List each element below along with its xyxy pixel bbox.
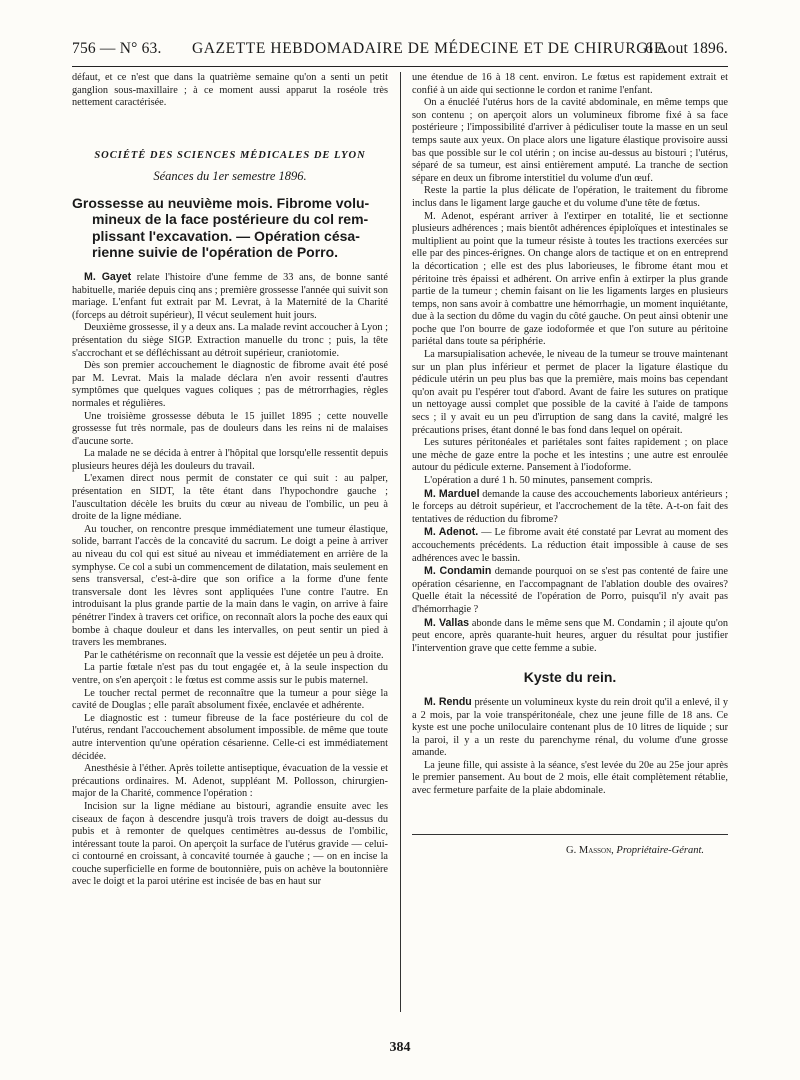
paragraph: L'opération a duré 1 h. 50 minutes, pansement compris. [424,475,653,486]
paragraph [412,617,728,656]
article-title-line: plissant l'excavation. — Opération césa- [92,227,360,244]
right-column [412,72,728,1032]
signature-name: G. Masson, [566,844,614,856]
footer-rule [412,834,728,835]
paragraph: Incision sur la ligne médiane au bistouri, agrandie ensuite avec les ciseaux de façon à descendre jusqu'à trois travers de doigt au-dessus du pubis et à remonter de quelques centimètres au-dessus de l'ombilic, intéressant toute la paroi. On aperçoit la surface de l'utérus gravide — celui-ci contourné en croissant, à concavité tournée à gauche ; — on en incise la couche superficielle en forme de boutonnière, puis on achève la boutonnière avec le doigt et la paroi utérine est incisée de bas en haut sur [72,800,388,888]
paragraph-text: présente un volumineux kyste du rein droit qu'il a enlevé, il y a 2 mois, par la voie transpéritonéale, chez une jeune fille de 18 ans. Ce kyste est une poche uniloculaire contenant plus de 10 litres de liquide ; sur la paroi, il y a un reste du parenchyme rénal, du volume d'une grosse amande. [412,696,728,759]
speaker-name: M. Adenot. [424,526,479,539]
speaker-name: M. Marduel [424,487,480,500]
paragraph: La marsupialisation achevée, le niveau de la tumeur se trouve maintenant sur un plan plus inférieur et permet de placer la ligature élastique du pédicule utérin un peu plus bas que la première, mais moins bas cependant qu'on avait pu l'espérer tout d'abord. Avant de faire les sutures on pratique un nettoyage aussi complet que possible de la cavité à l'aide de tampons secs ; il y avait eu un peu d'irruption de sang dans la cavité, malgré les précautions prises, étant donné le bas fond dans lequel on opérait. [412,349,728,436]
paragraph: Les sutures péritonéales et pariétales sont faites rapidement ; on place une mèche de gaze entre la poche et les intestins ; une autre est enroulée autour du pédicule externe. Pansement à l'iodoforme. [412,437,728,474]
article-title [72,195,388,261]
column-divider [400,72,401,1012]
speaker-name: M. Gayet [84,270,132,283]
speaker-name: M. Condamin [424,565,492,578]
header-date: 6 Aout 1896. [645,40,728,57]
speaker-name: M. Rendu [424,695,472,708]
paragraph: La malade ne se décida à entrer à l'hôpital que lorsqu'elle ressentit depuis plusieurs heures déjà les douleurs du travail. [72,448,388,472]
paragraph: On a énucléé l'utérus hors de la cavité abdominale, en même temps que son contenu ; on aperçoit alors un volumineux fibrome fixé à sa face postérieure ; l'impossibilité d'arriver à pédiculiser toute la masse en un seul temps saute aux yeux. On place alors une ligature élastique provisoire aussi bas que possible sur le col utérin ; on incise au-dessus au bistouri ; l'utérus, séparé de sa tumeur, est ainsi entièrement amputé. La tranche de section sépare en deux un fibrome interstitiel du volume d'un œuf. [412,97,728,184]
article-title-line: rienne suivie de l'opération de Porro. [92,244,339,261]
page-number: 384 [389,1040,411,1055]
page-header [72,40,728,64]
article-title-line: Grossesse au neuvième mois. Fibrome volu- [72,194,370,211]
paragraph: Au toucher, on rencontre presque immédiatement une tumeur élastique, solide, barrant l'accès de la concavité du sacrum. Le doigt a peine à arriver au niveau du col qui est situé au niveau et immédiatement en arrière de la symphyse. Ce col a subi un commencement de dilatation, mais seulement en sens transversal, c'est-à-dire que son orifice a la forme d'une fente transversale dont les lèvres sont appliquées l'une contre l'autre. En introduisant la plus grande partie de la main dans le vagin, on arrive à faire pénétrer l'index à travers cet orifice, on reconnaît alors la poche des eaux qui bombe à chaque douleur et dans les intervalles, on peut sentir un pied à travers les membranes. [72,523,388,649]
paragraph: Deuxième grossesse, il y a deux ans. La malade revint accoucher à Lyon ; présentation du siège SIGP. Extraction manuelle du tronc ; puis, la tête s'accrochant et se défléchissant au détroit supérieur, craniotomie. [72,322,388,359]
paragraph: La jeune fille, qui assiste à la séance, s'est levée du 20e au 25e jour après le premier pansement. Au bout de 2 mois, elle était complètement rétablie, avec fermeture parfaite de la plaie abdominale. [412,759,728,797]
paragraph: Le diagnostic est : tumeur fibreuse de la face postérieure du col de l'utérus, rendant l'accouchement absolument impossible. de même que toute autre intervention qu'une opération césarienne. Celle-ci est immédiatement décidée. [72,712,388,762]
paragraph: L'examen direct nous permit de constater ce qui suit : au palper, présentation en SIDT, la tête étant dans l'hypochondre gauche ; l'auscultation décèle les bruits du cœur au niveau de l'ombilic, un peu à droite de la ligne médiane. [72,473,388,523]
paragraph: Anesthésie à l'éther. Après toilette antiseptique, évacuation de la vessie et précautions ordinaires. M. Adenot, suppléant M. Pollosson, chirurgien-major de la Charité, commence l'opération : [72,763,388,800]
signature [412,845,728,858]
paragraph: Dès son premier accouchement le diagnostic de fibrome avait été posé par M. Levrat. Mais la malade déclara n'en avoir ressenti d'autres symptômes que quelques vagues coliques ; pas de métrorrhagies, règles normales et régulières. [72,360,388,409]
paragraph-text: — Le fibrome avait été constaté par Levrat au moment des accouchements précédents. La réduction était impossible à cause de ses adhérences avec le bassin. [412,527,728,564]
header-title: GAZETTE HEBDOMADAIRE DE MÉDECINE ET DE CHIRURGIE. [192,40,669,57]
paragraph: Par le cathétérisme on reconnaît que la vessie est déjetée un peu à droite. [84,649,384,661]
paragraph: Une troisième grossesse débuta le 15 juillet 1895 ; cette nouvelle grossesse fut très normale, pas de douleurs dans les reins ni de malaises d'aucune sorte. [72,410,388,447]
header-rule [72,66,728,67]
paragraph [72,271,388,322]
paragraph-text: demande la cause des accouchements laborieux antérieurs ; le forceps au détroit supérieur, et l'accrochement de la tête. A-t-on fait des tentatives de réduction du fibrome? [412,488,728,525]
paragraph [412,488,728,527]
header-page-ref: 756 — N° 63. [72,40,162,57]
paragraph [412,696,728,760]
paragraph: une étendue de 16 à 18 cent. environ. Le fœtus est rapidement extrait et confié à un aide qui sectionne le cordon et ranime l'enfant. [412,72,728,96]
spacer [72,110,388,150]
paragraph: Reste la partie la plus délicate de l'opération, le traitement du fibrome inclus dans le ligament large gauche et du volume d'une tête de fœtus. [412,185,728,209]
society-heading: SOCIÉTÉ DES SCIENCES MÉDICALES DE LYON [94,149,366,161]
article-title-line: mineux de la face postérieure du col rem- [92,211,369,228]
paragraph-text: abonde dans le même sens que M. Condamin ; il ajoute qu'on peut encore, après quarante-huit heures, arguer du résultat pour justifier l'intervention grave que cette femme a subie. [412,617,728,654]
paragraph-text: demande pourquoi on se s'est pas contenté de faire une opération césarienne, en l'accompagnant de l'ablation double des ovaires? Quelle était la nécessité de l'opération de Porro, puisqu'il n'y avait pas d'hémorrhagie ? [412,566,728,615]
paragraph: Le toucher rectal permet de reconnaître que la tumeur a pour siège la cavité de Douglas ; elle paraît absolument fixée, enclavée et adhérente. [72,687,388,712]
paragraph: défaut, et ce n'est que dans la quatrième semaine qu'on a senti un petit ganglion sous-maxillaire ; à ce moment aussi apparut la roséole très nettement caractérisée. [72,72,388,109]
paragraph: M. Adenot, espérant arriver à l'extirper en totalité, lie et sectionne plusieurs adhérences ; mais bientôt adhérences épiploïques et intestinales se multiplient au point que la tumeur résiste à toutes les tractions exercées sur elle par des pinces-érignes. On change alors de tactique et on en entreprend la décortication ; elle est des plus laborieuses, le fibrome étant mou et péritoine très épaissi et adhérent. On arrive enfin à extirper la plus grande partie de la tumeur ; chemin faisant on lie les ligaments larges en plusieurs temps, non sans avoir à combattre une hémorrhagie, un moment inquiétante, due à la section du dôme du vagin du côté gauche. On peut ainsi obtenir une poche que l'on bourre de gaze iodoformée et que l'on suture au péritoine pariétal dans toute sa périphérie. [412,210,728,348]
paragraph [412,565,728,616]
speaker-name: M. Vallas [424,616,470,629]
paragraph: La partie fœtale n'est pas du tout engagée et, à la seule inspection du ventre, on s'en aperçoit : le fœtus est comme assis sur le pubis maternel. [72,662,388,686]
section-title: Kyste du rein. [523,669,617,686]
signature-role: Propriétaire-Gérant. [613,844,704,856]
paragraph-text: relate l'histoire d'une femme de 33 ans, de bonne santé habituelle, mariée depuis cinq ans ; première grossesse l'année qui suivit son mariage. L'enfant fut extrait par M. Levrat, à la Maternité de la Charité (forceps au détroit supérieur), Il vécut seulement huit jours. [72,271,388,321]
seances-heading: Séances du 1er semestre 1896. [153,169,307,184]
left-column [72,72,388,1032]
paragraph [412,526,728,565]
